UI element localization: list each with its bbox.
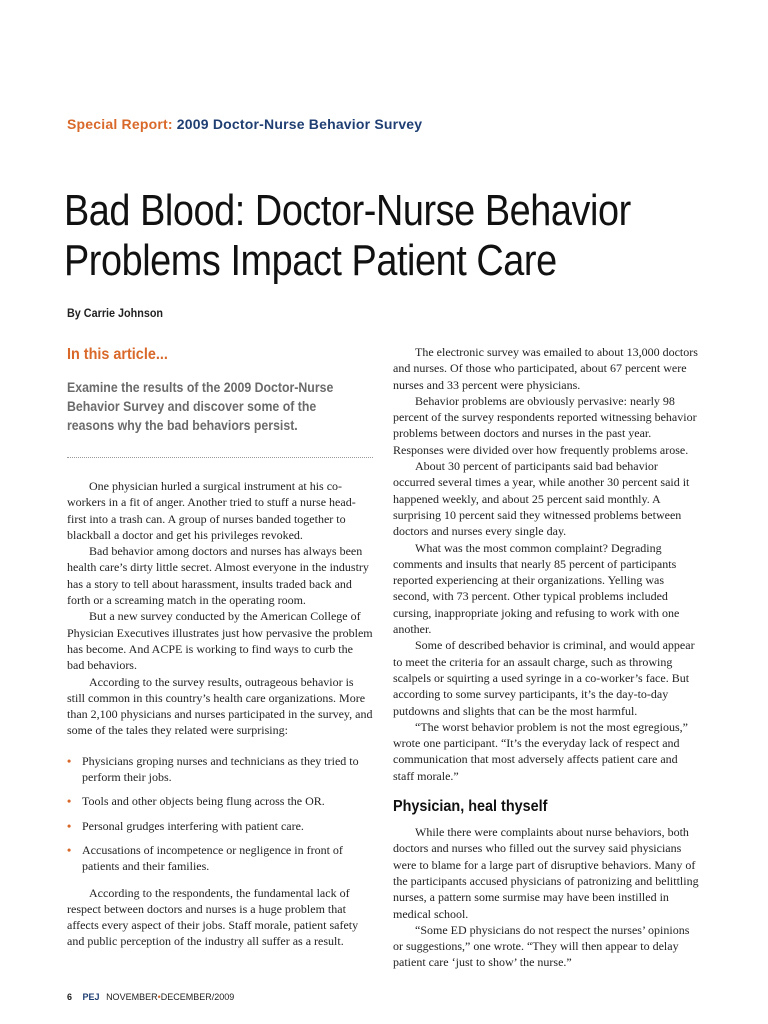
bullet-list	[67, 753, 373, 875]
body-paragraph: According to the survey results, outrageous behavior is still common in this country’s health care organizations. More than 2,100 physicians and nurses participated in the survey, and some of the tales they related were surprising:	[67, 674, 373, 738]
intro-text: Examine the results of the 2009 Doctor-Nurse Behavior Survey and discover some of the reasons why the bad behaviors persist.	[67, 379, 334, 433]
issue-month-1: NOVEMBER	[106, 992, 158, 1002]
article-headline	[64, 186, 649, 286]
kicker-title: 2009 Doctor-Nurse Behavior Survey	[176, 116, 423, 132]
list-item-text: Physicians groping nurses and technicians as they tried to perform their jobs.	[82, 753, 359, 785]
footer-separator: •	[157, 992, 161, 1002]
headline-line-2: Problems Impact Patient Care	[64, 236, 557, 285]
body-paragraph: The electronic survey was emailed to about 13,000 doctors and nurses. Of those who participated, about 67 percent were nurses and 33 percent were physicians.	[393, 345, 698, 392]
bullet-icon: •	[67, 753, 72, 768]
body-paragraph: Behavior problems are obviously pervasive: nearly 98 percent of the survey respondents reported witnessing behavior problems between doctors and nurses in the past year. Responses were divided over how frequently problems arose.	[393, 393, 697, 457]
body-paragraph: What was the most common complaint? Degrading comments and insults that nearly 85 percent of participants reported experiencing at their organizations. Yelling was second, with 73 percent. Other typical problems included cursing, inappropriate joking and refusing to work with one another.	[393, 540, 680, 637]
headline-line-1: Bad Blood: Doctor-Nurse Behavior	[64, 186, 631, 235]
section-kicker	[67, 116, 422, 132]
kicker-label: Special Report:	[67, 116, 173, 132]
bullet-icon: •	[67, 842, 72, 857]
list-item	[67, 842, 373, 875]
dotted-divider	[67, 457, 373, 458]
left-column	[67, 344, 373, 950]
list-item-text: Accusations of incompetence or negligence in front of patients and their families.	[82, 842, 343, 874]
issue-month-2: DECEMBER/2009	[160, 992, 235, 1002]
bullet-icon: •	[67, 818, 72, 833]
list-item-text: Tools and other objects being flung across the OR.	[82, 794, 325, 809]
body-paragraph: While there were complaints about nurse behaviors, both doctors and nurses who filled out the survey said physicians were to blame for a large part of disruptive behaviors. Many of the participants accused physicians of patronizing and belittling nurses, a pattern some surmise may have been instilled in medical school.	[393, 825, 699, 921]
list-item	[67, 793, 373, 809]
list-item-text: Personal grudges interfering with patient care.	[82, 818, 304, 833]
body-paragraph: But a new survey conducted by the American College of Physician Executives illustrates just how pervasive the problem has become. And ACPE is working to find ways to curb the bad behaviors.	[67, 609, 373, 673]
page-footer	[67, 992, 234, 1002]
list-item	[67, 818, 373, 834]
byline: By Carrie Johnson	[67, 306, 164, 320]
bullet-icon: •	[67, 794, 72, 809]
list-item	[67, 753, 373, 786]
section-subheading: Physician, heal thyself	[393, 798, 548, 816]
body-paragraph: About 30 percent of participants said bad behavior occurred several times a year, while another 30 percent said it happened weekly, and about 25 percent said monthly. A surprising 10 percent said they witnessed problems between doctors and nurses every single day.	[393, 459, 690, 539]
intro-heading: In this article...	[67, 346, 168, 363]
body-paragraph: “The worst behavior problem is not the most egregious,” wrote one participant. “It’s the everyday lack of respect and communication that most adversely affects patient care and staff morale.”	[393, 719, 688, 783]
right-column	[393, 344, 699, 971]
publication-name: PEJ	[82, 992, 100, 1002]
body-paragraph: One physician hurled a surgical instrument at his co-workers in a fit of anger. Another tried to stuff a nurse head-first into a trash can. A group of nurses banded together to blackball a doctor and get his privileges revoked.	[67, 479, 356, 542]
body-paragraph: Bad behavior among doctors and nurses has always been health care’s dirty little secret. Almost everyone in the industry has a story to tell about harassment, insults traded back and forth or a screaming match in the operating room.	[67, 544, 369, 608]
body-paragraph: Some of described behavior is criminal, and would appear to meet the criteria for an assault charge, such as throwing scalpels or squirting a used syringe in a co-worker’s face. But according to some survey participants, it’s the day-to-day putdowns and slights that can be the most harmful.	[393, 638, 695, 718]
body-paragraph: According to the respondents, the fundamental lack of respect between doctors and nurses is a huge problem that affects every aspect of their jobs. Staff morale, patient safety and public perception of the industry all suffer as a result.	[67, 885, 359, 949]
page-number: 6	[67, 992, 73, 1002]
body-paragraph: “Some ED physicians do not respect the nurses’ opinions or suggestions,” one wrote. “They will then appear to delay patient care ‘just to show’ the nurse.”	[393, 922, 690, 970]
